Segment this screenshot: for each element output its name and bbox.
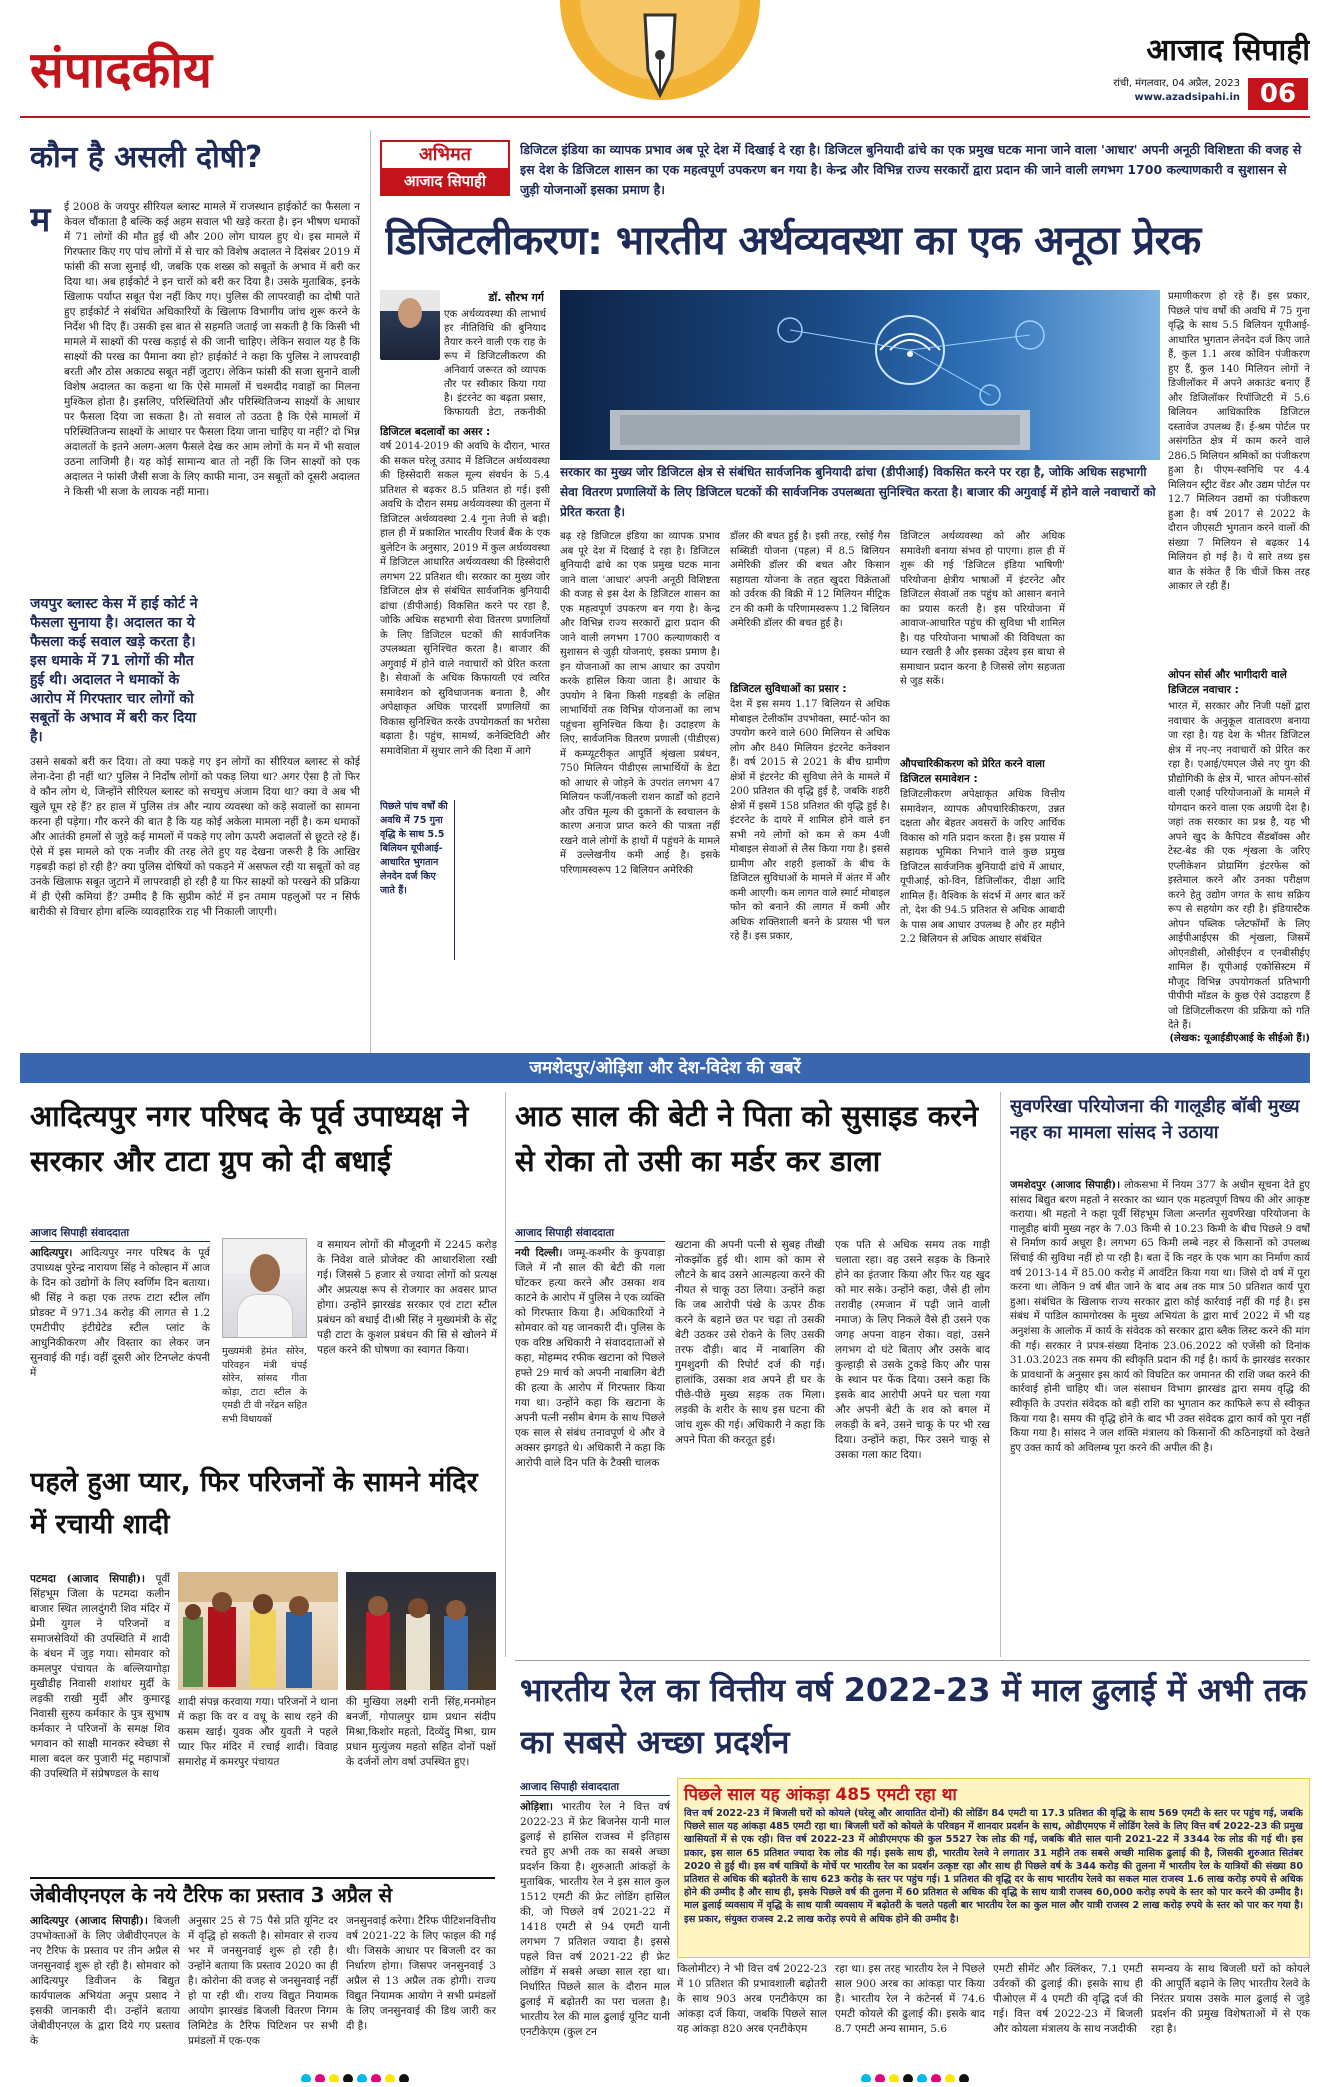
murder-body: [515, 1246, 665, 1651]
opinion-col2: बढ़ रहे डिजिटल इंडिया का व्यापक प्रभाव अब पूरे देश में दिखाई दे रहा है। डिजिटल बुनियादी ढांचे का एक प्रमुख घटक माना जाने वाला 'आधार' अपनी अनूठी विशिष्टता की वजह से इस देश के डिजिटल शासन का एक महत्वपूर्ण उपकरण बन गया है। केन्द्र और विभिन्न राज्य सरकारों द्वारा प्रदान की जाने वाली लगभग 1700 कल्याणकारी व सुशासन से जुड़ी योजनाएं, इसका प्रमाण है। इन योजनाओं का लाभ आधार का उपयोग करके हासिल किया जाता है। आधार के उपयोग ने बिना किसी गड़बड़ी के लक्षित लाभार्थियों तक विभिन्न योजनाओं का लाभ पहुंचना सुनिश्चित किया है। उदाहरण के लिए, सार्वजनिक वितरण प्रणाली (पीडीएस) में कम्प्यूटरीकृत आपूर्ति श्रृंखला प्रबंधन, 750 मिलियन पीडीएस लाभार्थियों के डेटा को आधार से जोड़ने के उपरांत लगभग 47 मिलियन फर्जी/नकली राशन कार्डों को हटाने और उचित मूल्य की दुकानों के स्वचालन के कारण अनाज प्राप्त करने की पात्रता नहीं रखने वाले लोगों के हाथों में पहुंचने के मामले में उल्लेखनीय कमी आई है। इसके परिणामस्वरूप 12 बिलियन अमेरिकी: [560, 531, 720, 876]
opinion-col4-subhead: औपचारिकीकरण को प्रेरित करने वाला डिजिटल समावेशन :: [900, 758, 1045, 785]
rail-box: [677, 1778, 1310, 1958]
rail-body2: किलोमीटर) ने भी वित्त वर्ष 2022-23 में 10 प्रतिशत की प्रभावशाली बढ़ोतरी के साथ 903 अरब एनटीकेएम का आंकड़ा दर्ज किया, जबकि पिछले साल यह आंकड़ा 820 अरब एनटीकेएम: [677, 1963, 827, 2035]
opinion-right-subhead: ओपन सोर्स और भागीदारी वाले डिजिटल नवाचार :: [1168, 669, 1287, 696]
editorial-column-rule: [370, 130, 371, 1080]
opinion-intro: डिजिटल इंडिया का व्यापक प्रभाव अब पूरे देश में दिखाई दे रहा है। डिजिटल बुनियादी ढांचे का एक प्रमुख घटक माना जाने वाला 'आधार' अपनी अनूठी विशिष्टता की वजह से इस देश के डिजिटल शासन का एक महत्वपूर्ण उपकरण बन गया है। केन्द्र और विभिन्न राज्य सरकारों द्वारा प्रदान की जाने वाली लगभग 1700 कल्याणकारी व सुशासन से जुड़ी योजनाओं इसका प्रमाण है।: [520, 142, 1302, 197]
aditya-portrait: [222, 1238, 307, 1338]
masthead: [0, 0, 1325, 115]
opinion-right-col-b: भारत में, सरकार और निजी पक्षों द्वारा नवाचार के अनुकूल वातावरण बनाया जा रहा है। यह देश के भीतर डिजिटल क्षेत्र में नए-नए नवाचारों को प्रेरित कर रहा है। एआई/एमएल जैसे नए युग की प्रौद्योगिकी के क्षेत्र में, भारत ओपन-सोर्स वाली एआई परियोजनाओं के मामले में योगदान करने वाला एक अग्रणी देश है। जहां तक सरकार का प्रश्न है, यह भी अपने खुद के कैपिटव सैंडबॉक्स और टेस्ट-बेड की एक शृंखला के जरिए एप्लीकेशन प्रोग्रामिंग इंटरफेस को इस्तेमाल करने और उनका परीक्षण करने हेतु उद्योग जगत के साथ सक्रिय रूप से सहयोग कर रही है। इंडियास्टैक ओपन पब्लिक प्लेटफॉर्मों के लिए आईपीआईएस की शृंखला, जिसमें ओएनडीसी, ओसीईएन व एनबीसीईए शामिल हैं। यूपीआई एकोसिस्टम में मौजूद विभिन्न उपयोगकर्ता प्रतिभागी पीपीपी मॉडल के कुछ ऐसे उदाहरण हैं जो डिजिटलीकरण की प्रक्रिया को गति देते हैं।: [1168, 701, 1310, 1030]
editorial-body-1: ई 2008 के जयपुर सीरियल ब्लास्ट मामले में राजस्थान हाईकोर्ट का फैसला न केवल चौंकाता है बल्कि कई अहम सवाल भी खड़े करता है। इन भीषण धमाकों में 71 लोगों की मौत हुई थी और 200 लोग घायल हुए थे। इस मामले में गिरफ्तार किए गए पांच लोगों में से चार को विशेष अदालत ने दिसंबर 2019 में फांसी की सजा सुनाई थी, जबकि एक शख्स को सबूतों के अभाव में बरी कर दिया था। अब हाईकोर्ट ने इन चारों को बरी कर दिया है। उसके मुताबिक, इनके खिलाफ पर्याप्त सबूत पेश नहीं किए गए। पुलिस की लापरवाही का दोषी पाते हुए हाईकोर्ट ने संबंधित अधिकारियों के खिलाफ विभागीय जांच शुरू करने के निर्देश भी दिए हैं। उसकी इस बात से सहमति जताई जा सकती है कि किसी भी मामले में साक्ष्यों की परख कड़ाई से की जानी चाहिए। लेकिन सवाल यह है कि साक्ष्यों की परख का पैमाना क्या हो? हाईकोर्ट ने कहा कि पुलिस ने लापरवाही बरती और ठोस अकाट्य सबूत नहीं जुटाए। लेकिन फांसी की सजा सुनाने वाली विशेष अदालत का कहना था कि ऐसे मामलों में चश्मदीद गवाहों का मिलना मुश्किल होता है। इसलिए, परिस्थितियों और परिस्थितिजन्य साक्ष्यों के आधार पर फैसला दिया जा सकता है। तो सवाल तो उठता है कि ऐसे मामलों में परिस्थितिजन्य साक्ष्यों के आधार पर फैसला दिया जाना चाहिए या नहीं? दो भिन्न अदालतों के इतने अलग-अलग फैसले देख कर आम लोगों के मन में भी सवाल उठना लाजिमी है। यह कोई सामान्य बात तो नहीं कि जिन साक्ष्यों को एक अदालत ने फांसी जैसी सजा के लिए काफी माना, उन सबूतों को दूसरी अदालत ने किसी भी सजा के लायक नहीं माना।: [64, 201, 360, 498]
lower-column-rule-1: [505, 1092, 506, 1657]
opinion-tag-bottom: आजाद सिपाही: [382, 168, 508, 194]
nahar-headline: सुवर्णरेखा परियोजना की गालूडीह बॉबी मुख्य नहर का मामला सांसद ने उठाया: [1010, 1096, 1300, 1143]
rail-body-text: भारतीय रेल ने वित्त वर्ष 2022-23 में फ्रेट बिजनेस यानी माल ढुलाई से हासिल राजस्व में इतिहास रचते हुए अभी तक का सबसे अच्छा प्रदर्शन किया है। शुरुआती आंकड़ों के मुताबिक, भारतीय रेल ने इस साल कुल 1512 एमटी की फ्रेट लोडिंग हासिल की, जो पिछले वर्ष 2021-22 में 1418 एमटी से 94 एमटी यानी लगभग 7 प्रतिशत ज्यादा है। इससे पहले वित्त वर्ष 2021-22 ही फ्रेट लोडिंग में सबसे अच्छा साल रहा था। निर्धारित पिछले साल के दौरान माल ढुलाई में बढ़ोतरी का परा चलता है। भारतीय रेल की माल ढुलाई यूनिट यानी एनटीकेएम (कुल टन: [520, 1801, 670, 2038]
rail-body3: रहा था। इस तरह भारतीय रेल ने पिछले साल 900 अरब का आंकड़ा पार किया है। भारतीय रेल ने कंटेनर्स में 74.6 एमटी कोयले की ढुलाई की। इसके बाद 8.7 एमटी अन्य सामान, 5.6: [835, 1963, 985, 2035]
registration-dots-left: [300, 2070, 440, 2082]
shaadi-photo-2: [346, 1572, 496, 1690]
author-photo: [380, 290, 440, 360]
rail-headline: भारतीय रेल का वित्तीय वर्ष 2022-23 में माल ढुलाई में अभी तक का सबसे अच्छा प्रदर्शन: [520, 1671, 1307, 1761]
nahar-body-text: लोकसभा में नियम 377 के अधीन सूचना देते हुए सांसद बिद्युत बरण महतो ने सरकार का ध्यान एक महत्वपूर्ण विषय की ओर आकृष्ट कराया। श्री महतो ने कहा पूर्वी सिंहभूम जिला अन्तर्गत सुवर्णरेखा परियोजना के गालूडीह बांयी मुख्य नहर के 7.03 किमी से 10.23 किमी के बीच पिछले 9 वर्षों से निर्माण कार्य अधूरा है। लगभग 65 किमी लम्बे नहर से किसानों को उपलब्ध सिंचाई की सुविधा नहीं हो पा रही है। बता दें कि नहर के एक भाग का निर्माण कार्य वर्ष 2013-14 में 85.00 करोड़ में आवंटित किया गया था। जिसे दो वर्ष में पूरा करना था। लेकिन 9 वर्ष बीत जाने के बाद अब तक मात्र 50 प्रतिशत कार्य पूरा हुआ। संबंधित के खिलाफ राज्य सरकार द्वारा कोई कार्रवाई नहीं की गई है। इस संबंध में पाडिल कामगोरक्स के मुख्य अभियंता के द्वारा मार्च 2022 में भी यह अनुशंसा के आलोक में कार्य के संवेदक को सरकार द्वारा ब्लैक लिस्ट करने की मांग की गई। सरकार ने प्रपत्र-संख्या दिनांक 23.06.2022 को एजेंसी को दिनांक 31.03.2023 तक समय की स्वीकृति प्रदान की गई है। कार्य के झारखंड सरकार के प्रावधानों के अनुसार इस कार्य को विघटित कर जमानत की राशि जब्त करने की कार्रवाई होनी चाहिए थी। जल संसाधन विभाग झारखंड द्वारा समय वृद्धि की स्वीकृति के उपरांत संवेदक को बड़ी राशि का भुगतान कर काफिले रूप से स्वीकृत किया गया है। समय की वृद्धि होने के बाद भी उक्त संवेदक द्वारा कार्य को पूरा नहीं किया गया है। सांसद ने जल शक्ति मंत्रालय को किसानों की कठिनाइयों को देखते हुए उक्त कार्य को अविलम्ब पूरा करने की अपील की है।: [1010, 1180, 1310, 1454]
jbvnl-body-text: बिजली उपभोक्ताओं के लिए जेबीवीएनएल के नए टैरिफ के प्रस्ताव पर तीन अप्रैल से जनसुनवाई शुरू हो रही है। सोमवार को आदित्यपुर डिवीजन के बिद्युत कार्यपालक अभियंता अनूप प्रसाद ने इसकी जानकारी दी। उन्होंने बताया जेबीवीएनएल के द्वारा दिये गए प्रस्ताव के: [30, 1915, 180, 2047]
registration-dots-right: [860, 2070, 1000, 2082]
shaadi-dateline: पटमदा (आजाद सिपाही)।: [30, 1573, 145, 1585]
opinion-tag: [380, 140, 510, 196]
jbvnl-headline: जेबीवीएनएल के नये टैरिफ का प्रस्ताव 3 अप्रैल से: [30, 1877, 495, 1911]
opinion-col4b: डिजिटलीकरण अपेक्षाकृत अधिक वित्तीय समावेशन, व्यापक औपचारिकीकरण, उन्नत दक्षता और बेहतर अवसरों के जरिए आर्थिक विकास को गति प्रदान करता है। इस प्रयास में सहायक भूमिका निभाने वाले कुछ प्रमुख डिजिटल सार्वजनिक बुनियादी ढांचे में आधार, यूपीआई, को-विन, डिजिलॉकर, दीक्षा आदि शामिल हैं। वैश्विक के संदर्भ में अगर बात करें तो, देश की 94.5 प्रतिशत से अधिक आबादी के पास अब आधार उपलब्ध है और हर महीने 2.2 बिलियन से अधिक आधार संबंधित: [900, 789, 1065, 945]
murder-dateline: नयी दिल्ली।: [515, 1247, 563, 1259]
shaadi-headline: पहले हुआ प्यार, फिर परिजनों के सामने मंदिर में रचायी शादी: [30, 1467, 478, 1540]
masthead-rule: [20, 116, 1310, 118]
rail-top-rule: [515, 1660, 1310, 1661]
page-number: 06: [1248, 78, 1308, 110]
nahar-dateline: जमशेदपुर (आजाद सिपाही)।: [1010, 1179, 1121, 1191]
opinion-col3: डॉलर की बचत हुई है। इसी तरह, रसोई गैस सब्सिडी योजना (पहल) में 8.5 बिलियन अमेरिकी डॉलर की बचत और किसान सहायता योजना के तहत खुदरा विक्रेताओं को उर्वरक की बिक्री में 12 मिलियन मीट्रिक टन की कमी के परिणामस्वरूप 1.2 बिलियन अमेरिकी डॉलर की बचत हुई है।: [730, 531, 890, 629]
aditya-photo-caption: मुख्यमंत्री हेमंत सोरेन, परिवहन मंत्री चंपई सोरेन, सांसद गीता कोड़ा, टाटा स्टील के एमडी टी वी नरेंद्रन सहित सभी विधायकों: [222, 1346, 307, 1425]
opinion-tag-top: अभिमत: [418, 144, 472, 165]
opinion-col3b: देश में इस समय 1.17 बिलियन से अधिक मोबाइल टेलीकॉम उपभोक्ता, स्मार्ट-फोन का उपयोग करने वाले 600 मिलियन से अधिक लोग और 840 मिलियन इंटरनेट कनेक्शन हैं। वर्ष 2015 से 2021 के बीच ग्रामीण क्षेत्रों में इंटरनेट की सुविधा लेने के मामले में 200 प्रतिशत की वृद्धि हुई है, जबकि शहरी क्षेत्रों में इसमें 158 प्रतिशत की वृद्धि हुई है। इंटरनेट के दायरे में शामिल होने वाले इन सभी नये लोगों को कम से कम 4जी मोबाइल सेवाओं से लैस किया गया है। इससे ग्रामीण और शहरी इलाकों के बीच के डिजिटल सुविधाओं के मामले में अंतर में और कमी आएगी। कम लागत वाले स्मार्ट मोबाइल फोन को बनाने की लागत में कमी और अधिक शक्तिशाली बनने के प्रयास भी चल रहे हैं। इस प्रकार,: [730, 699, 890, 942]
section-title: संपादकीय: [30, 41, 213, 99]
aditya-dateline: आदित्यपुर।: [30, 1247, 73, 1259]
opinion-right-col: प्रमाणीकरण हो रहे हैं। इस प्रकार, पिछले पांच वर्षों की अवधि में 75 गुना वृद्धि के साथ 5.5 बिलियन यूपीआई-आधारित भुगतान लेनदेन दर्ज किए जाते हैं, कुल 1.1 अरब कोविन पंजीकरण हुए हैं, कुल 140 मिलियन लोगों ने डिजीलॉकर में अपने अकाउंट बनाए हैं और डिजिलॉकर रिपॉजिटरी में 5.6 बिलियन आधिकारिक डिजिटल दस्तावेज उपलब्ध हैं। ई-श्रम पोर्टल पर असंगठित क्षेत्र में काम करने वाले 286.5 मिलियन श्रमिकों का पंजीकरण हुआ है। पीएम-स्वनिधि पर 4.4 मिलियन स्ट्रीट वेंडर और उद्यम पोर्टल पर 12.7 मिलियन उद्यमों का पंजीकरण हुआ है। वर्ष 2017 से 2022 के दौरान जीएसटी भुगतान करने वालों की संख्या 7 मिलियन से बढ़कर 14 मिलियन हो गई है। ये सारे तथ्य इस बात के संकेत हैं कि चीजें किस तरह आकार ले रही हैं।: [1168, 291, 1310, 592]
website[interactable]: www.azadsipahi.in: [1134, 92, 1240, 103]
murder-body2: खटाना की अपनी पत्नी से सुबह तीखी नोकझोंक हुई थी। शाम को काम से लौटने के बाद उसने आत्महत्या करने की नीयत से चाकू उठा लिया। उन्होंने कहा कि जब आरोपी पंखे के ऊपर ठीक करने के बहाने छत पर चढ़ा तो उसकी बेटी उठकर उसे रोकने के लिए उसकी तरफ दौड़ी। बाद में नाबालिग की गुमशुदगी की रिपोर्ट दर्ज की गई। हालांकि, उसका शव अपने ही घर के पीछे-पीछे मुख्य सड़क तक मिला। लड़की के शरीर के साथ इस घटना की जांच शुरू की गई। अधिकारी ने कहा कि अपने पिता की करतूत हुई।: [675, 1239, 825, 1446]
rail-box-body: वित्त वर्ष 2022-23 में बिजली घरों को कोयले (घरेलू और आयातित दोनों) की लोडिंग 84 एमटी या 17.3 प्रतिशत की वृद्धि के साथ 569 एमटी के स्तर पर पहुंच गई, जबकि पिछले साल यह आंकड़ा 485 एमटी रहा था। बिजली घरों को कोयले के परिवहन में शानदार प्रदर्शन के साथ, ओडीएमएफ में लोडिंग रेलवे के लिए वित्त वर्ष 2022-23 की प्रमुख खासियतों में से एक रही। वित्त वर्ष 2022-23 में ओडीएमएफ की कुल 5527 रेक लोड की गई, जबकि बीते साल यानी 2021-22 में 3344 रेक लोड की गई थी। इस प्रकार, इस साल 65 प्रतिशत ज्यादा रेक लोड की गई। इसके साथ ही, भारतीय रेलवे ने लगातार 31 महीने तक सबसे अच्छी मासिक ढुलाई की है, जिसकी शुरुआत सितंबर 2020 से हुई थी। इस वर्ष यात्रियों के मोर्चे पर भारतीय रेल का प्रदर्शन उत्कृष्ट रहा और साथ ही पिछले वर्ष के 344 करोड़ की तुलना में भारतीय रेल के यात्रियों की संख्या 80 प्रतिशत से अधिक की बढ़ोतरी के साथ 623 करोड़ के स्तर पर पहुंच गई। 1 प्रतिशत की वृद्धि दर के साथ भारतीय रेलवे का सकल माल राजस्व 1.6 लाख करोड़ रुपये से अधिक होने की उम्मीद है और साथ ही, इसके पिछले वर्ष की तुलना में 60 प्रतिशत से अधिक की वृद्धि के साथ यात्री राजस्व 60,000 करोड़ रुपये के स्तर को पार करने की उम्मीद है। माल ढुलाई व्यवसाय में वृद्धि के साथ यात्री व्यवसाय में बढ़ोतरी के चलते पहली बार भारतीय रेल का कुल माल और यात्री राजस्व 2 लाख करोड़ रुपये के स्तर को पार कर गया है। इस प्रकार, संयुक्त राजस्व 2.2 लाख करोड़ रुपये से अधिक होने की उम्मीद है।: [684, 1808, 1303, 1925]
shaadi-body: [30, 1572, 170, 1872]
opinion-col1: एक अर्थव्यवस्था की लाभार्थ हर नीतिविधि की बुनियाद तैयार करने वाली एक राह के रूप में डिजिटलीकरण की अनिवार्य जरूरत को व्यापक तौर पर स्वीकार किया गया है। इंटरनेट का बढ़ता प्रसार, किफायती डेटा, तकनीकी: [444, 309, 546, 418]
aditya-body-text: आदित्यपुर नगर परिषद के पूर्व उपाध्यक्ष पुरेन्द्र नारायण सिंह ने कोल्हान में आज के दिन को उद्योगों के लिए स्वर्णिम दिन बताया। श्री सिंह ने कहा एक तरफ टाटा स्टील लॉग प्रोडक्ट में 971.34 करोड़ की लागत से 1.2 एमटीपीए इंटीग्रेटेड स्टील प्लांट के आधुनिकीकरण और विस्तार का लेकर जन सुनवाई की गई। वहीं दूसरी ओर टिनप्लेट कंपनी में: [30, 1247, 210, 1379]
opinion-col3-subhead: डिजिटल सुविधाओं का प्रसार :: [730, 683, 847, 695]
aditya-headline: आदित्यपुर नगर परिषद के पूर्व उपाध्यक्ष ने सरकार और टाटा ग्रुप को दी बधाई: [30, 1099, 469, 1178]
shaadi-body3: की मुखिया लक्ष्मी रानी सिंह,मनमोहन बनर्जी, गोपालपुर ग्राम प्रधान संदीप मिश्रा,किशोर महतो, दिव्येंदु मिश्रा, ग्राम प्रधान मुत्युंजय महतो सहित दोनों पक्षों के दर्जनों लोग वर्षा उपस्थित हुए।: [346, 1696, 496, 1768]
murder-body-text: जम्मू-कश्मीर के कुपवाड़ा जिले में नौ साल की बेटी की गला घोंटकर हत्या करने और उसका शव काटने के आरोप में पुलिस ने एक व्यक्ति को गिरफ्तार किया है। अधिकारियों ने सोमवार को यह जानकारी दी। पुलिस के एक वरिष्ठ अधिकारी ने संवाददाताओं से कहा, मोहम्मद रफीक खटाना को पिछले हफ्ते 29 मार्च को अपनी नाबालिग बेटी की हत्या के आरोप में गिरफ्तार किया गया था। उन्होंने कहा कि खटाना के अपनी पत्नी नसीम बेगम के साथ पिछले एक साल से संबंध तनावपूर्ण थे और वे अक्सर झगड़ते थे। अधिकारी ने कहा कि आरोपी वाले दिन पति के टैक्सी चालक: [515, 1247, 665, 1469]
murder-headline: आठ साल की बेटी ने पिता को सुसाइड करने से रोका तो उसी का मर्डर कर डाला: [515, 1099, 979, 1178]
editorial-title: कौन है असली दोषी?: [30, 140, 263, 175]
pen-nib-emblem: [560, 0, 760, 112]
rail-dateline: ओड़िशा।: [520, 1801, 553, 1813]
rail-body: [520, 1800, 670, 2070]
rail-box-title: पिछले साल यह आंकड़ा 485 एमटी रहा था: [684, 1785, 957, 1805]
jbvnl-body: [30, 1914, 180, 2064]
section-band: जमशेदपुर/ओड़िशा और देश-विदेश की खबरें: [20, 1053, 1310, 1083]
nahar-body: [1010, 1178, 1310, 1653]
murder-body3: एक पति से अधिक समय तक गाड़ी चलाता रहा। वह उसने सड़क के किनारे होने का इंतजार किया और फिर यह खुद को मार सके। उन्होंने कहा, जैसे ही लोग तरावीह (रमजान में पढ़ी जाने वाली नमाज) के लिए निकले वैसे ही उसने एक जगह अपना वाहन रोका। वहां, उसने लगभग दो घंटे बिताए और उसके बाद कुल्हाड़ी से उसके टुकड़े किए और पास के स्थान पर फेंक दिया। उसने कहा कि इसके बाद आरोपी अपने घर चला गया और अपनी बेटी के शव को बगल में लकड़ी के बने, उसने चाकू के पर भी रख दिया। उन्होंने कहा, फिर उसने चाकू से उसका गला काट दिया।: [835, 1239, 990, 1461]
editorial-pullquote: जयपुर ब्लास्ट केस में हाई कोर्ट ने फैसला सुनाया है। अदालत का ये फैसला कई सवाल खड़े करता है। इस धमाके में 71 लोगों की मौत हुई थी। अदालत ने धमाकों के आरोप में गिरफ्तार चार लोगों को सबूतों के अभाव में बरी कर दिया है।: [30, 596, 198, 745]
shaadi-body-text: पूर्वी सिंहभूम जिला के पटमदा कलीन बाजार स्थित लालदुंगरी शिव मंदिर में प्रेमी युगल ने परिजनों व समाजसेवियों की उपस्थिति में शादी के बंधन में जुड़ गया। सोमवार को कमलपुर पंचायत के बल्लियागोड़ा मुखीडीह निवासी शशांधर मुर्दी के लड़की राखी मुर्दी और कुमारडू निवासी सुरुय कर्मकार के पुत्र सुभाष कर्मकार ने परिजनों के समक्ष शिव भगवान को साक्षी मानकर स्वेच्छा से माला बदल कर पुजारी मंटू महापात्रों की उपस्थिति में संप्रेषण्डल के साथ: [30, 1573, 170, 1780]
paper-name: आजाद सिपाही: [1146, 33, 1310, 68]
shaadi-body2: शादी संपन्न करवाया गया। परिजनों ने थाना में कहा कि वर व वधू के साथ रहने की कसम खाई। युवक और युवती ने पहले प्यार फिर मंदिर में रचाई शादी। विवाह समारोह में कमरपुर पंचायत: [178, 1696, 338, 1768]
opinion-col1b-subhead: डिजिटल बदलावों का असर :: [380, 426, 491, 438]
opinion-col1b: वर्ष 2014-2019 की अवधि के दौरान, भारत की सकल घरेलू उत्पाद में डिजिटल अर्थव्यवस्था की हिस्सेदारी सकल मूल्य संवर्धन के 5.4 प्रतिशत से बढ़कर 8.5 प्रतिशत हो गई। इसी अवधि के दौरान समग्र अर्थव्यवस्था की तुलना में डिजिटल अर्थव्यवस्था 2.4 गुना तेजी से बढ़ी। हाल ही में प्रकाशित भारतीय रिजर्व बैंक के एक बुलेटिन के अनुसार, 2019 में कुल अर्थव्यवस्था में डिजिटल आधारित अर्थव्यवस्था की हिस्सेदारी लगभग 22 प्रतिशत थी। सरकार का मुख्य जोर डिजिटल क्षेत्र से संबंधित सार्वजनिक बुनियादी ढांचा (डीपीआई) विकसित करने पर रहा है, जोकि अधिक सहभागी सेवा वितरण प्रणालियों के लिए डिजिटल घटकों की सार्वजनिक उपलब्धता सुनिश्चित करता है। बाजार की अगुवाई में होने वाले नवाचारों को प्रेरित करता है। सेवाओं के अधिक किफायती एवं त्वरित समावेशन को सुविधाजनक बनाता है, और अपेक्षाकृत अधिक पारदर्शी प्रणालियों का विकास सुनिश्चित करके उपयोगकर्ता का भरोसा बढ़ाता है। पहुंच, सामर्थ्य, कनेक्टिविटी और समावेशिता में सुधार लाने की दिशा में आगे: [380, 441, 550, 757]
opinion-author-note: (लेखक: यूआईडीएआई के सीईओ हैं।): [1169, 1033, 1310, 1044]
jbvnl-body3: जनसुनवाई करेगा। टैरिफ पीटिशनवित्तीय वर्ष 2021-22 के लिए फाइल की गई थी। जिसके आधार पर बिजली दर का निर्धारण होगा। जिसपर जनसुनवाई 3 अप्रैल से 13 अप्रैल तक होगी। राज्य विद्युत नियामक आयोग ने सभी प्रमंडलों के लिए जनसुनवाई की डिथ जारी कर दी है।: [346, 1915, 496, 2032]
aditya-body2: व समायन लोगों की मौजूदगी में 2245 करोड़ के निवेश वाले प्रोजेक्ट की आधारशिला रखी गई। जिससे 5 हजार से ज्यादा लोगों को प्रत्यक्ष और अप्रत्यक्ष रूप से रोजगार का अवसर प्राप्त होगा। उन्होंने झारखंड सरकार एवं टाटा स्टील प्रबंधन को बधाई दी।श्री सिंह ने मुख्यमंत्री के सेंट्र पड़ी टाटा के कुशल प्रबंधन की सि से खोलने में पहल करने की घोषणा का स्वागत किया।: [317, 1239, 497, 1356]
murder-byline: आजाद सिपाही संवाददाता: [515, 1226, 665, 1242]
opinion-feature-image: [560, 290, 1160, 460]
opinion-sidebar-quote: पिछले पांच वर्षों की अवधि में 75 गुना वृद्धि के साथ 5.5 बिलियन यूपीआई-आधारित भुगतान लेनदेन दर्ज किए जाते हैं।: [380, 800, 455, 960]
rail-body5: समन्वय के साथ बिजली घरों को कोयले की आपूर्ति बढ़ाने के लिए भारतीय रेलवे के निरंतर प्रयास उसके माल ढुलाई से जुड़े प्रदर्शन की प्रमुख विशेषताओं में से एक रहा है।: [1151, 1963, 1310, 2035]
editorial-body-2: उसने सबको बरी कर दिया। तो क्या पकड़े गए इन लोगों का सीरियल ब्लास्ट से कोई लेना-देना ही नहीं था? पुलिस ने निर्दोष लोगों को पकड़ लिया था? अगर ऐसा है तो फिर वे कौन लोग थे, जिन्होंने सीरियल ब्लास्ट को सचमुच अंजाम दिया था? क्या वे अब भी खुले घूम रहे हैं? हर हाल में पुलिस तंत्र और न्याय व्यवस्था को कड़े सवालों का सामना करना ही पड़ेगा। गौर करने की बात है कि यह कोई अकेला मामला नहीं है। कम धमाकों और आतंकी हमलों से जुड़े कई मामलों में पकड़े गए लोग ऊपरी अदालतों से छूटते रहे हैं। ऐसे में इस मामले को एक नजीर की तरह लेते हुए यह देखना जरूरी है कि आखिर गड़बड़ी कहां हो रही है? क्या पुलिस दोषियों को पकड़ने में असफल रही या सबूतों को वह उनके खिलाफ सबूत जुटाने में लापरवाही हो रही है या फिर साक्ष्यों को परखने की प्रक्रिया में ही ऐसी कमियां हैं? उम्मीद है कि सुप्रीम कोर्ट में इन तमाम पहलुओं पर न सिर्फ बारीकी से विचार होगा बल्कि व्यावहारिक राह भी निकाली जाएगी।: [30, 756, 360, 918]
opinion-headline: डिजिटलीकरण: भारतीय अर्थव्यवस्था का एक अनूठा प्रेरक: [385, 218, 1201, 264]
aditya-byline: आजाद सिपाही संवाददाता: [30, 1226, 210, 1242]
rail-body4: एमटी सीमेंट और क्लिंकर, 7.1 एमटी उर्वरकों की ढुलाई की। इसके साथ ही पीओएल में 4 एमटी की वृद्धि दर्ज की गई। वित्त वर्ष 2022-23 में बिजली और कोयला मंत्रालय के साथ नजदीकी: [993, 1963, 1143, 2035]
jbvnl-body2: अनुसार 25 से 75 पैसे प्रति यूनिट दर में वृद्धि हो सकती है। सोमवार से राज्य भर में जनसुनवाई शुरू हो रही है। उन्होंने बताया कि प्रस्ताव 2020 का ही है। कोरोना की वजह से जनसुनवाई नहीं हो पा रही थी। राज्य विद्युत नियामक आयोग झारखंड बिजली वितरण निगम लिमिटेड के टैरिफ पिटिशन पर सभी प्रमंडलों में एक-एक: [188, 1915, 338, 2047]
shaadi-photo: [178, 1572, 338, 1690]
jbvnl-dateline: आदित्यपुर (आजाद सिपाही)।: [30, 1915, 148, 1927]
opinion-image-caption: सरकार का मुख्य जोर डिजिटल क्षेत्र से संबंधित सार्वजनिक बुनियादी ढांचा (डीपीआई) विकसित करने पर रहा है, जोकि अधिक सहभागी सेवा वितरण प्रणालियों के लिए डिजिटल घटकों की सार्वजनिक उपलब्धता सुनिश्चित करता है। बाजार की अगुवाई में होने वाले नवाचारों को प्रेरित करता है।: [560, 465, 1156, 519]
lower-column-rule-2: [1000, 1092, 1001, 1657]
aditya-body: [30, 1246, 210, 1461]
rail-byline: आजाद सिपाही संवाददाता: [520, 1780, 670, 1796]
opinion-col4: डिजिटल अर्थव्यवस्था को और अधिक समावेशी बनाया संभव हो पाएगा। हाल ही में शुरू की गई 'डिजिटल इंडिया भाषिणी' परियोजना क्षेत्रीय भाषाओं में इंटरनेट और डिजिटल सेवाओं तक पहुंच को आसान बनाने का प्रयास करती है। इस परियोजना में आवाज-आधारित पहुंच की सुविधा भी शामिल है। यह परियोजना भाषाओं की विविधता का ध्यान रखती है और इसका उद्देश्य इस बाधा से समाधान प्रदान करना है जिससे लोग सहजता से जुड़ सकें।: [900, 531, 1065, 687]
author-name: डॉ. सौरभ गर्ग: [488, 291, 544, 304]
dateline: रांची, मंगलवार, 04 अप्रैल, 2023: [1113, 78, 1240, 89]
editorial-drop-cap: म: [30, 200, 51, 240]
